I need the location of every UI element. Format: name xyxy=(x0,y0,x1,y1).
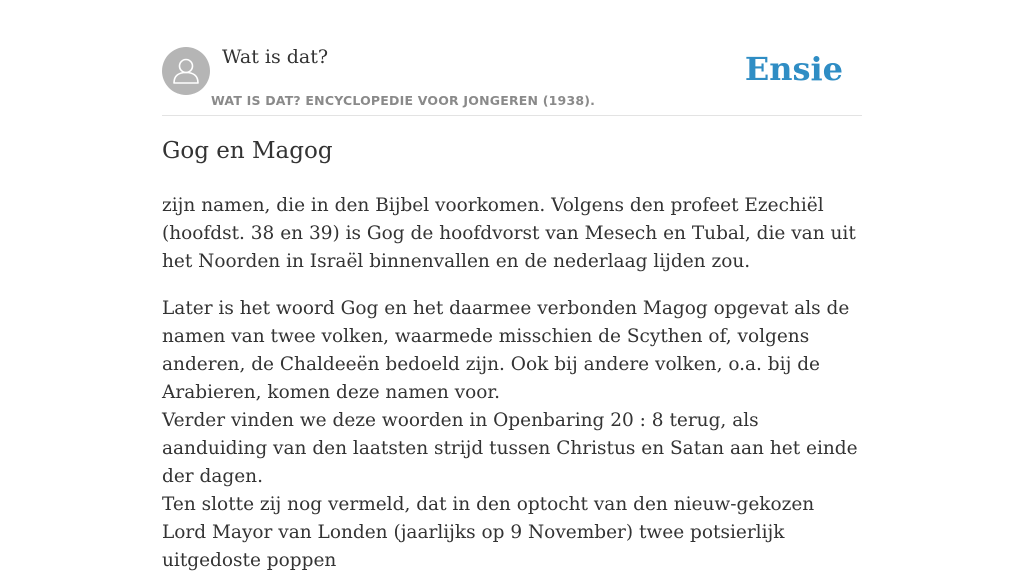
user-silhouette-icon xyxy=(162,47,210,95)
page-container xyxy=(162,0,862,571)
ensie-logo-link[interactable]: Ensie xyxy=(744,50,843,88)
article-paragraph: Later is het woord Gog en het daarmee verbonden Magog opgevat als de namen van twee volken, waarmede misschien de Scythen of, volgens anderen, de Chaldeeën bedoeld zijn. Ook bij andere volken, o.a. bij de Arabieren, komen deze namen voor. xyxy=(162,298,850,403)
article-body xyxy=(162,192,862,575)
source-avatar[interactable] xyxy=(162,47,210,95)
source-subtitle[interactable]: WAT IS DAT? ENCYCLOPEDIE VOOR JONGEREN (1938). xyxy=(211,93,596,108)
source-header xyxy=(162,0,862,116)
article-paragraph: zijn namen, die in den Bijbel voorkomen. Volgens den profeet Ezechiël (hoofdst. 38 en 39) is Gog de hoofdvorst van Mesech en Tubal, die van uit het Noorden in Israël binnenvallen en de nederlaag lijden zou. xyxy=(162,195,856,272)
article-paragraph: Verder vinden we deze woorden in Openbaring 20 : 8 terug, als aanduiding van den laatsten strijd tussen Christus en Satan aan het einde der dagen. xyxy=(162,410,858,487)
source-title[interactable]: Wat is dat? xyxy=(222,46,329,68)
article-title: Gog en Magog xyxy=(162,138,333,164)
article-paragraph: Ten slotte zij nog vermeld, dat in den optocht van den nieuw-gekozen Lord Mayor van Londen (jaarlijks op 9 November) twee potsierlijk uitgedoste poppen xyxy=(162,494,815,571)
